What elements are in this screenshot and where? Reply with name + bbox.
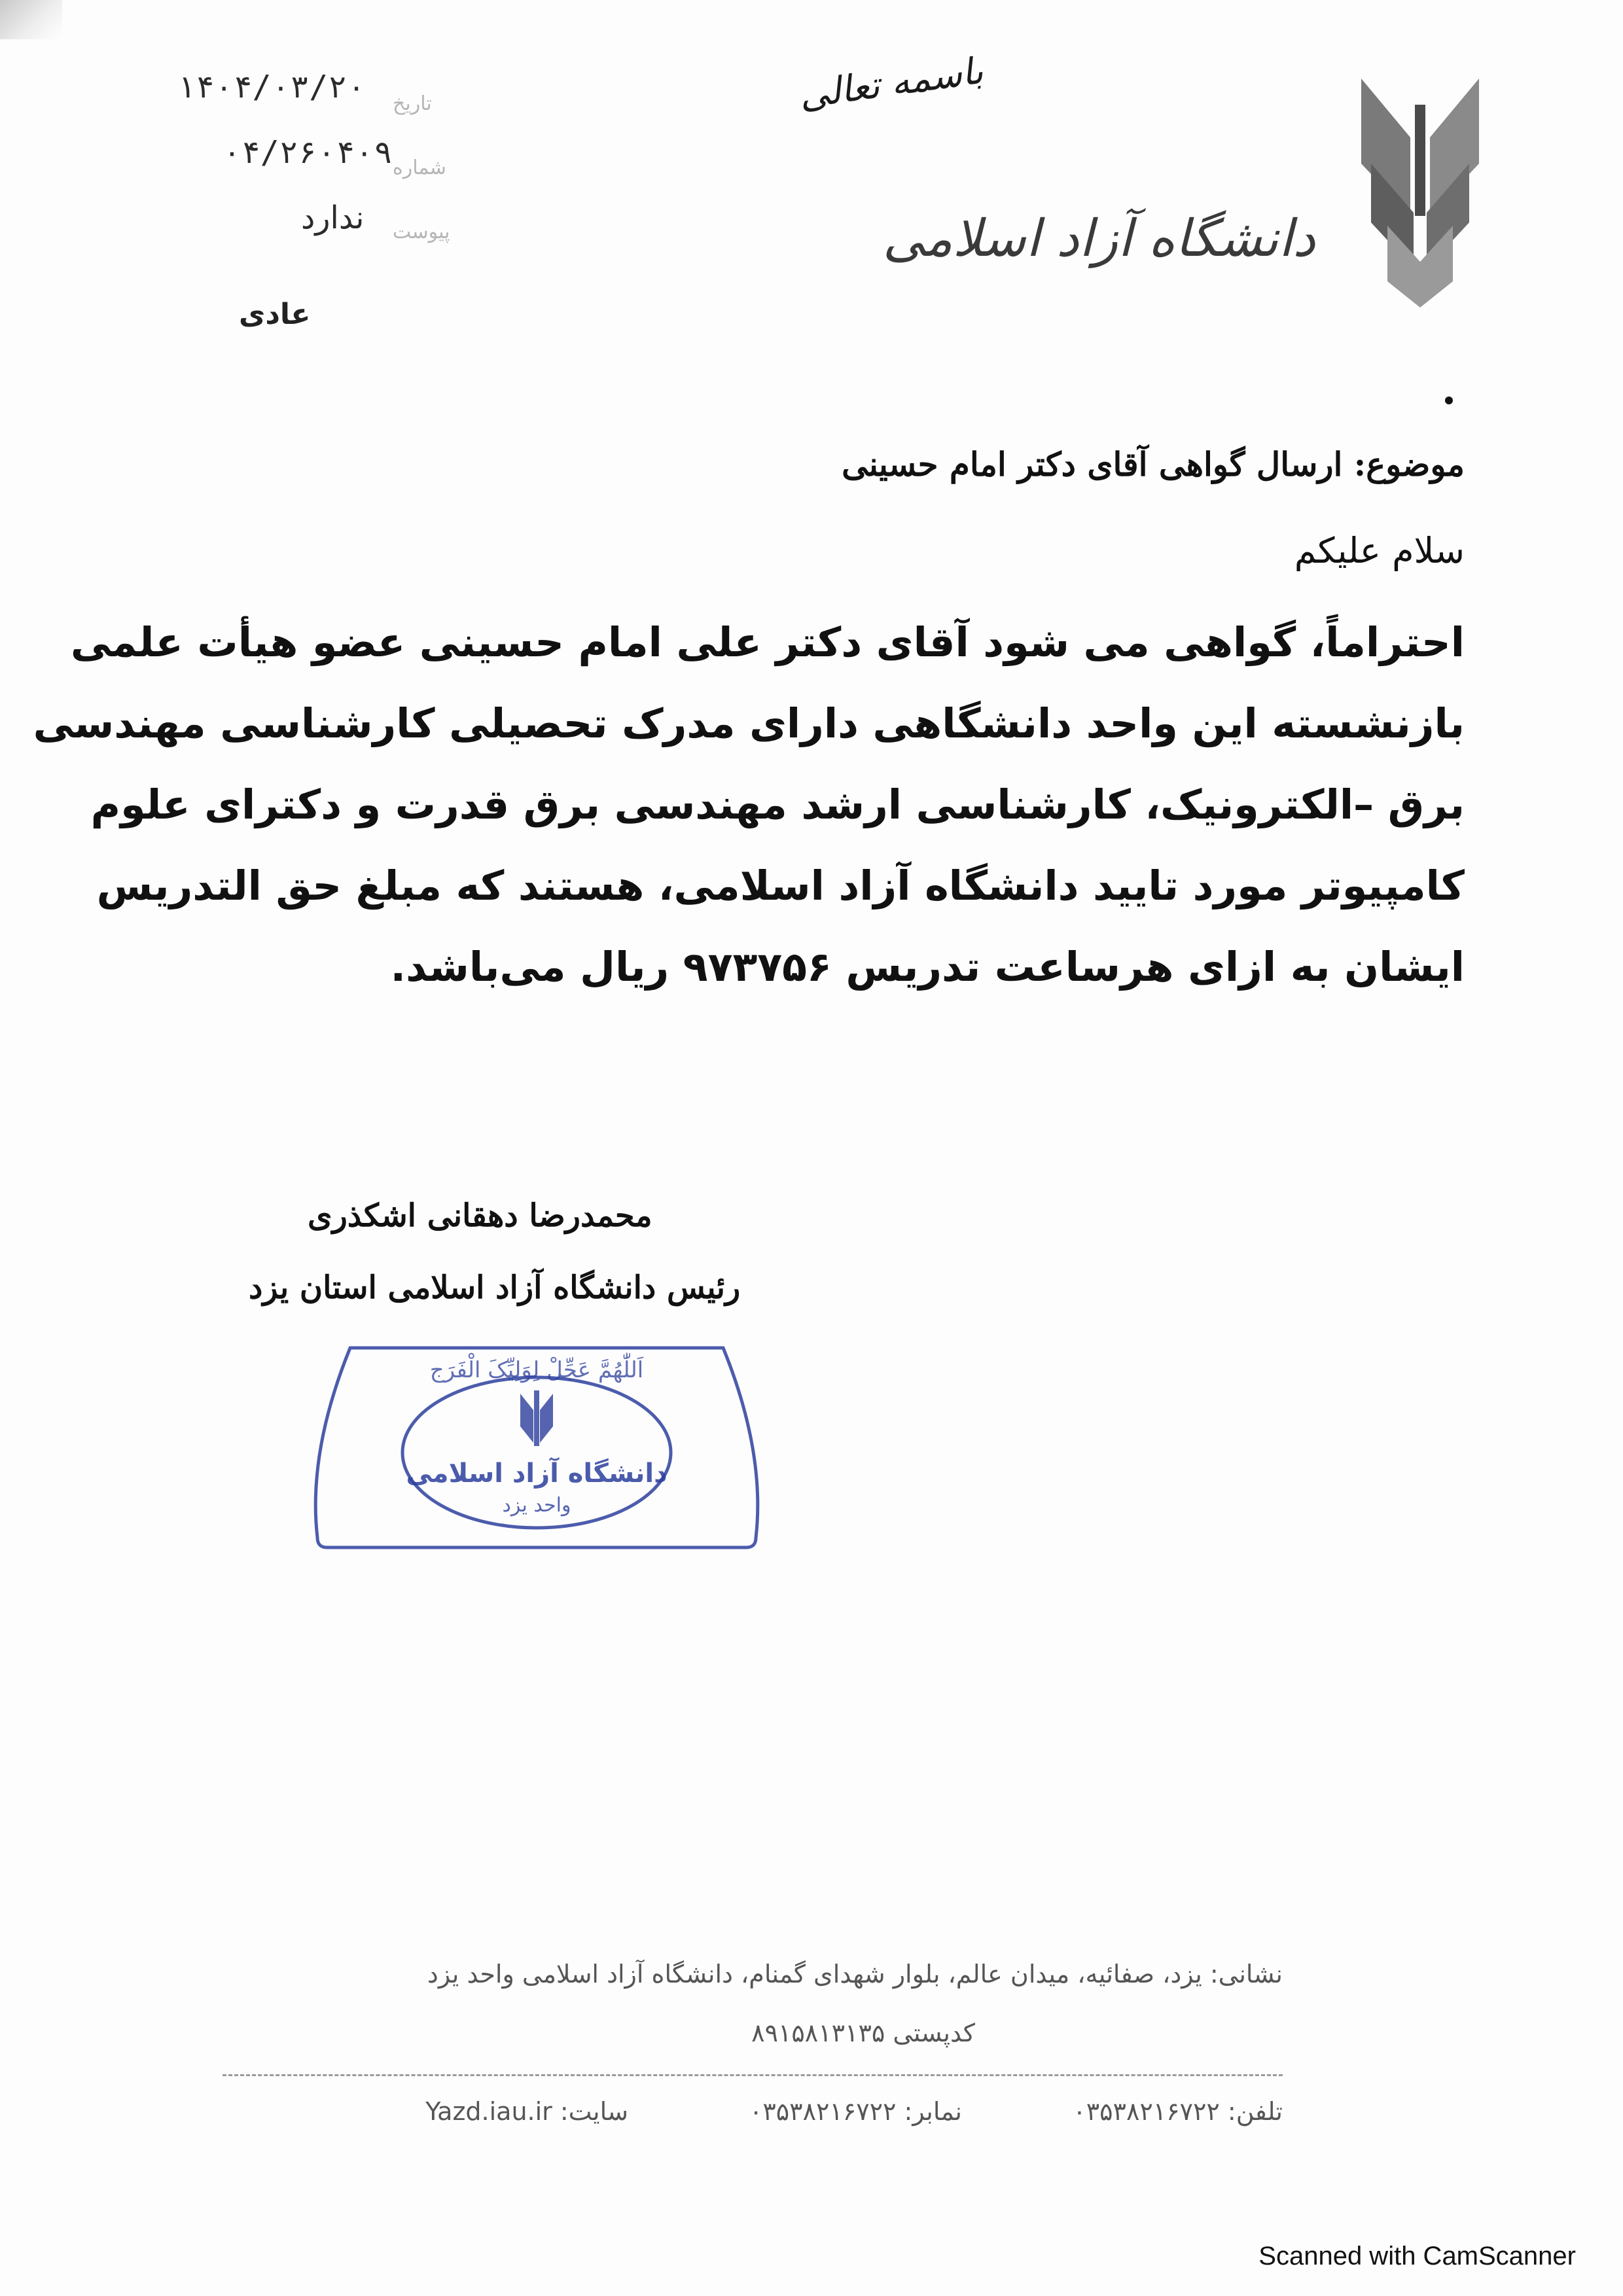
attachment-label: پیوست bbox=[393, 221, 450, 243]
university-logo bbox=[882, 65, 1492, 340]
footer-address: نشانی: یزد، صفائیه، میدان عالم، بلوار شهدای گمنام، دانشگاه آزاد اسلامی واحد یزد bbox=[427, 1960, 1283, 1988]
footer-divider bbox=[223, 2074, 1283, 2076]
body-line: احتراماً، گواهی می شود آقای دکتر علی امام حسینی عضو هیأت علمی bbox=[70, 618, 1465, 666]
signatory-name: محمدرضا دهقانی اشکذری bbox=[308, 1197, 652, 1234]
stamp-center-text: دانشگاه آزاد اسلامی bbox=[406, 1458, 668, 1489]
official-stamp bbox=[304, 1322, 769, 1564]
university-wordmark: دانشگاه آزاد اسلامی bbox=[882, 209, 1315, 268]
classification-label: عادی bbox=[239, 298, 311, 331]
scanner-watermark: Scanned with CamScanner bbox=[1258, 2242, 1576, 2270]
footer-phone: تلفن: ۰۳۵۳۸۲۱۶۷۲۲ bbox=[1073, 2097, 1283, 2126]
blessing-text: باسمه تعالی bbox=[796, 49, 986, 118]
bullet-dot bbox=[1445, 397, 1453, 404]
letter-body bbox=[33, 602, 1465, 1008]
stamp-top-text: اَللّٰهُمَّ عَجِّلْ لِوَلِیِّکَ الْفَرَج bbox=[429, 1357, 644, 1383]
letter-greeting: سلام علیکم bbox=[1294, 530, 1465, 571]
body-line: کامپیوتر مورد تایید دانشگاه آزاد اسلامی، هستند که مبلغ حق التدریس bbox=[96, 862, 1465, 910]
letter-date: ۱۴۰۴/۰۳/۲۰ bbox=[177, 69, 366, 105]
number-label: شماره bbox=[393, 156, 446, 179]
footer-website-link[interactable]: سایت: Yazd.iau.ir bbox=[425, 2097, 628, 2126]
header-field-labels bbox=[393, 72, 452, 264]
signatory-title: رئیس دانشگاه آزاد اسلامی استان یزد bbox=[249, 1269, 741, 1306]
date-label: تاریخ bbox=[393, 92, 432, 115]
footer-fax: نمابر: ۰۳۵۳۸۲۱۶۷۲۲ bbox=[749, 2097, 962, 2126]
university-emblem-icon bbox=[1348, 65, 1492, 327]
scan-edge-shadow bbox=[0, 0, 62, 39]
letter-number: ۰۴/۲۶۰۴۰۹ bbox=[223, 134, 393, 171]
letter-subject: موضوع: ارسال گواهی آقای دکتر امام حسینی bbox=[842, 445, 1465, 484]
body-line: برق –الکترونیک، کارشناسی ارشد مهندسی برق قدرت و دکترای علوم bbox=[90, 781, 1465, 828]
footer-postal-code: کدپستی ۸۹۱۵۸۱۳۱۳۵ bbox=[751, 2019, 975, 2047]
stamp-bottom-text: واحد یزد bbox=[502, 1494, 571, 1517]
stamp-emblem-icon bbox=[520, 1390, 553, 1446]
letter-attachment: ندارد bbox=[301, 200, 365, 236]
body-line: بازنشسته این واحد دانشگاهی دارای مدرک تحصیلی کارشناسی مهندسی bbox=[33, 699, 1465, 747]
body-line: ایشان به ازای هرساعت تدریس ۹۷۳۷۵۶ ریال می‌باشد. bbox=[390, 943, 1465, 991]
